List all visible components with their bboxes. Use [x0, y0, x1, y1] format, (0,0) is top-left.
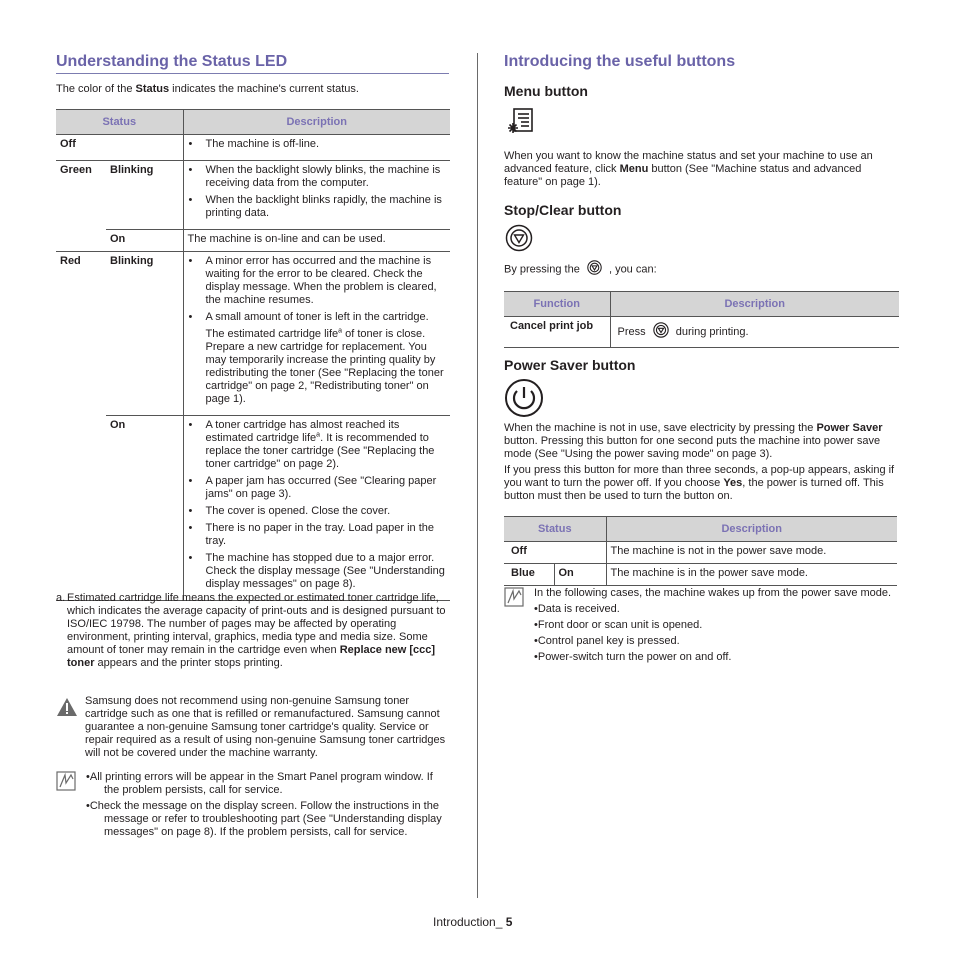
stop-clear-icon — [587, 260, 602, 279]
blinking-label: Blinking — [110, 255, 154, 267]
heading-rule — [56, 73, 449, 74]
power-icon — [504, 378, 544, 422]
table-row — [56, 252, 450, 416]
stop-clear-title: Stop/Clear button — [504, 202, 622, 218]
table-row — [504, 542, 897, 564]
note-list — [86, 771, 448, 842]
note-icon — [504, 587, 524, 611]
note-item: •Data is received. — [534, 603, 620, 615]
power-saver-title: Power Saver button — [504, 357, 636, 373]
note-icon — [56, 771, 76, 795]
note-item: •Control panel key is pressed. — [534, 635, 680, 647]
blinking-label: Blinking — [110, 164, 154, 176]
useful-buttons-heading: Introducing the useful buttons — [504, 53, 736, 70]
on-label: On — [110, 419, 126, 431]
status-led-table — [56, 109, 450, 601]
power-desc-1: When the machine is not in use, save electricity by pressing the Power Saver button. Pressing this button for one second puts the machine into power save mode (See "Using the power saving mode" on page 3). — [504, 422, 883, 460]
bullet-item: • A paper jam has occurred (See "Clearing paper jams" on page 3). — [188, 475, 447, 501]
col-header-description: Description — [183, 110, 450, 135]
status-green-label: Green — [60, 164, 92, 176]
green-on-desc: The machine is on-line and can be used. — [187, 233, 386, 245]
status-led-heading: Understanding the Status LED — [56, 53, 288, 70]
bullet-item: • When the backlight blinks rapidly, the machine is printing data. — [188, 194, 447, 220]
bullet-item: • The machine is off-line. — [188, 138, 447, 151]
menu-button-title: Menu button — [504, 83, 588, 99]
stop-clear-icon — [653, 322, 669, 342]
col-header-status: Status — [504, 517, 606, 542]
bullet-item: • The machine has stopped due to a major error. Check the display message (See "Understanding display messages" on page 8). — [188, 552, 447, 591]
stop-clear-icon — [505, 224, 533, 256]
power-on-desc: The machine is in the power save mode. — [610, 567, 808, 579]
blue-label: Blue — [511, 567, 535, 579]
footnote: a. Estimated cartridge life means the expected or estimated toner cartridge life, which indicates the average capacity of print-outs and is designed pursuant to ISO/IEC 19798. The number of pages may be affected by operating environment, printing interval, graphics, media type and media size. Some amount of toner may remain in the cartridge even when Replace new [ccc] toner appears and the printer stops printing. — [56, 592, 446, 669]
cancel-print-job-label: Cancel print job — [510, 320, 594, 332]
power-desc-2: If you press this button for more than three seconds, a pop-up appears, asking if you want to turn the power off. If you choose Yes, the power is turned off. This button must then be used to turn the button on. — [504, 464, 895, 502]
status-intro: The color of the Status indicates the machine's current status. — [56, 83, 359, 95]
page-footer — [433, 915, 512, 929]
on-label: On — [558, 567, 574, 579]
bullet-item: • A minor error has occurred and the machine is waiting for the error to be cleared. Check the display message. When the problem is cleared, the machine resumes. — [188, 255, 447, 307]
status-red-label: Red — [60, 255, 81, 267]
col-header-status: Status — [56, 110, 183, 135]
wake-note-intro: In the following cases, the machine wakes up from the power save mode. — [534, 587, 892, 599]
bullet-item: • A small amount of toner is left in the cartridge. — [188, 311, 447, 324]
menu-icon — [506, 107, 534, 139]
wake-note — [534, 587, 896, 667]
column-divider — [477, 53, 478, 898]
stop-by-pressing: By pressing the , you can: — [504, 260, 898, 279]
power-off-label: Off — [511, 545, 527, 557]
bullet-item: • When the backlight slowly blinks, the machine is receiving data from the computer. — [188, 164, 447, 190]
col-header-description: Description — [610, 292, 899, 317]
table-row — [56, 161, 450, 230]
power-off-desc: The machine is not in the power save mode. — [610, 545, 827, 557]
note-item: •Check the message on the display screen. Follow the instructions in the message or refer to troubleshooting part (See "Understanding display messages" on page 8). If the problem persists, call for service. — [86, 800, 442, 838]
col-header-description: Description — [606, 517, 897, 542]
table-row — [56, 230, 450, 252]
on-label: On — [110, 233, 126, 245]
page-number: 5 — [505, 915, 513, 929]
menu-desc: When you want to know the machine status and set your machine to use an advanced feature, click Menu button (See "Machine status and advanced feature" on page 1). — [504, 150, 873, 188]
status-off-label: Off — [60, 138, 76, 150]
warning-text: Samsung does not recommend using non-genuine Samsung toner cartridge such as one that is refilled or remanufactured. Samsung cannot guarantee a non-genuine Samsung toner cartridge's quality. Service or repair required as a result of using non-genuine Samsung toner cartridges will not be covered under the machine warranty. — [85, 695, 446, 759]
footer-section: Introduction_ — [433, 915, 506, 929]
col-header-function: Function — [504, 292, 610, 317]
power-status-table — [504, 516, 897, 586]
note-item: •All printing errors will be appear in the Smart Panel program window. If the problem persists, call for service. — [86, 771, 433, 796]
table-row — [56, 135, 450, 161]
note-item: •Power-switch turn the power on and off. — [534, 651, 732, 663]
toner-note: The estimated cartridge life$^a$ of toner is close. Prepare a new cartridge for replacement. You may temporarily increase the printing quality by redistributing the toner (See "Replacing the toner cartridge" on page 2, "Redistributing toner" on page 1). — [205, 327, 444, 405]
warning-icon — [56, 697, 78, 721]
note-item: •Front door or scan unit is opened. — [534, 619, 703, 631]
bullet-item: • A toner cartridge has almost reached its estimated cartridge life$^a$. It is recommended to replace the toner cartridge (See "Replacing the toner cartridge" on page 2). — [188, 419, 447, 471]
table-row — [56, 416, 450, 601]
bullet-item: • There is no paper in the tray. Load paper in the tray. — [188, 522, 447, 548]
bullet-item: • The cover is opened. Close the cover. — [188, 505, 447, 518]
table-row: Cancel print job Press during printing. — [504, 317, 899, 348]
stop-clear-table — [504, 291, 899, 348]
table-row — [504, 564, 897, 586]
footnote-marker: a. — [56, 592, 66, 604]
